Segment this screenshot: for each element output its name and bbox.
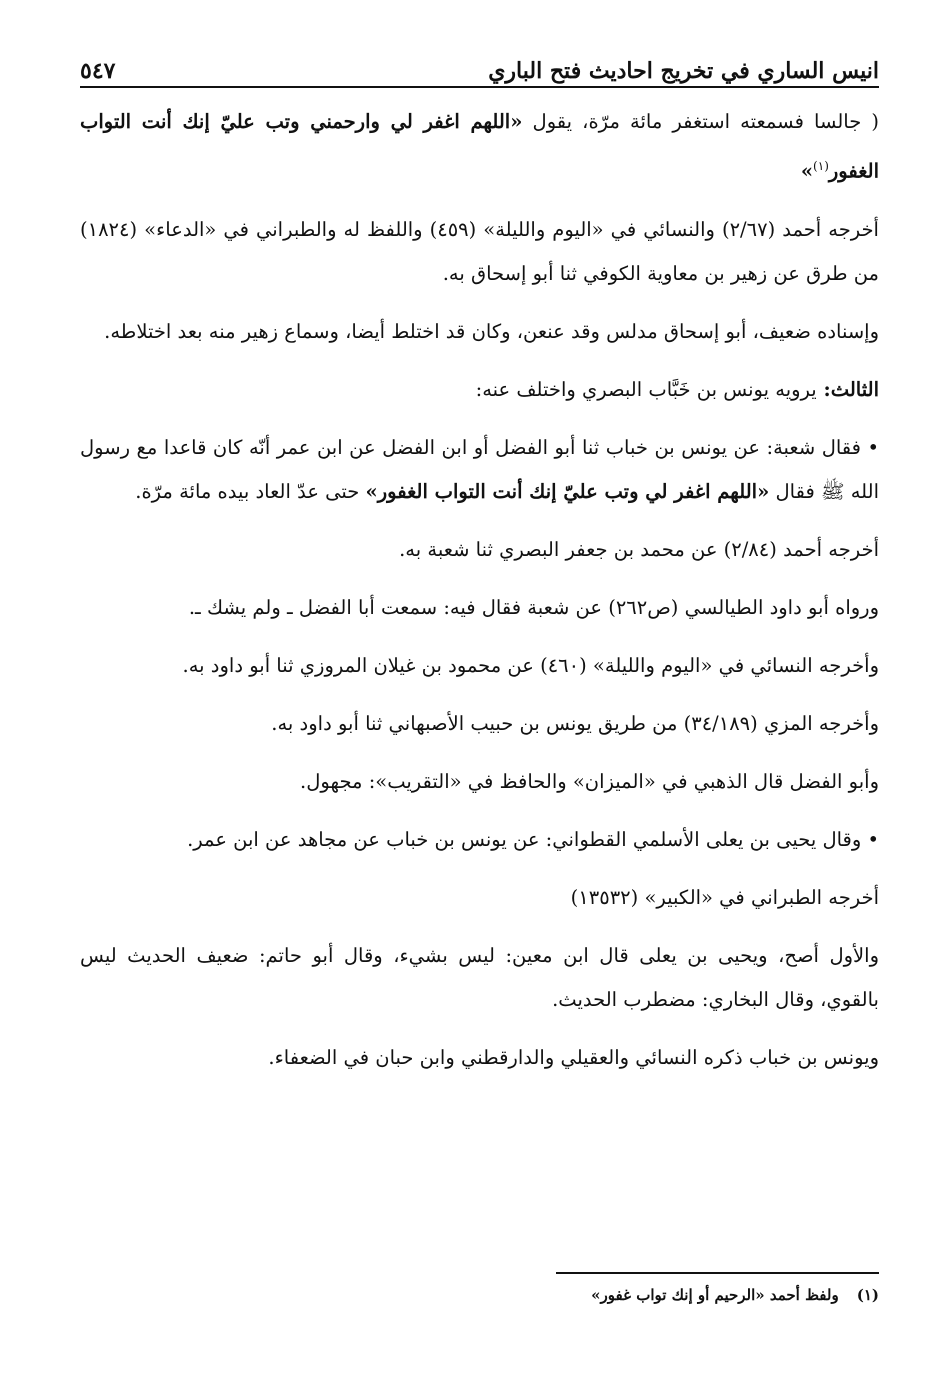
hadith-text: «اللهم اغفر لي وارحمني وتب عليّ إنك أنت التواب الغفور [80,110,879,183]
paragraph-1: ( جالسا فسمعته استغفر مائة مرّة، يقول «اللهم اغفر لي وارحمني وتب عليّ إنك أنت التواب الغفور$^{(١)}$» [80,110,879,183]
section-label: الثالث: [816,377,879,401]
header-rule [80,86,879,88]
page-number: ٥٤٧ [80,58,116,84]
paragraph-3: وإسناده ضعيف، أبو إسحاق مدلس وقد عنعن، وكان قد اختلط أيضا، وسماع زهير منه بعد اختلاطه. [104,319,879,343]
paragraph-8: وأخرجه النسائي في «اليوم والليلة» (٤٦٠) عن محمود بن غيلان المروزي ثنا أبو داود به. [182,653,879,677]
paragraph-13: والأول أصح، ويحيى بن يعلى قال ابن معين: ليس بشيء، وقال أبو حاتم: ضعيف الحديث ليس بالقوي، وقال البخاري: مضطرب الحديث. [80,943,879,1011]
footnote-text: ولفظ أحمد «الرحيم أو إنك تواب غفور» [591,1286,839,1304]
paragraph-2: أخرجه أحمد (٢/٦٧) والنسائي في «اليوم والليلة» (٤٥٩) واللفظ له والطبراني في «الدعاء» (١٨٢٤) من طرق عن زهير بن معاوية الكوفي ثنا أبو إسحاق به. [80,217,879,285]
paragraph-5: • فقال شعبة: عن يونس بن خباب ثنا أبو الفضل أو ابن الفضل عن ابن عمر أنّه كان قاعدا مع رسول الله ﷺ فقال «اللهم اغفر لي وتب عليّ إنك أنت التواب الغفور» حتى عدّ العاد بيده مائة مرّة. [80,435,879,503]
paragraph-7: ورواه أبو داود الطيالسي (ص٢٦٢) عن شعبة فقال فيه: سمعت أبا الفضل ـ ولم يشك ـ. [188,595,879,619]
paragraph-6: أخرجه أحمد (٢/٨٤) عن محمد بن جعفر البصري ثنا شعبة به. [399,537,879,561]
page-header [80,40,879,84]
paragraph-12: أخرجه الطبراني في «الكبير» (١٣٥٣٢) [570,885,879,909]
page-body [80,100,879,1094]
footnote-rule [556,1272,879,1274]
paragraph-10: وأبو الفضل قال الذهبي في «الميزان» والحافظ في «التقريب»: مجهول. [300,769,879,793]
footnote-number: (١) [856,1286,879,1304]
paragraph-9: وأخرجه المزي (٣٤/١٨٩) من طريق يونس بن حبيب الأصبهاني ثنا أبو داود به. [271,711,879,735]
running-title: انيس الساري في تخريج احاديث فتح الباري [488,58,879,84]
paragraph-11: • وقال يحيى بن يعلى الأسلمي القطواني: عن يونس بن خباب عن مجاهد عن ابن عمر. [187,827,879,851]
paragraph-14: ويونس بن خباب ذكره النسائي والعقيلي والدارقطني وابن حبان في الضعفاء. [268,1045,879,1069]
hadith-text: «اللهم اغفر لي وتب عليّ إنك أنت التواب الغفور» [365,479,770,503]
paragraph-4: الثالث: يرويه يونس بن خَبَّاب البصري واختلف عنه: [475,377,879,401]
footnote-ref: (١) [813,159,829,173]
footnote [80,1286,879,1304]
